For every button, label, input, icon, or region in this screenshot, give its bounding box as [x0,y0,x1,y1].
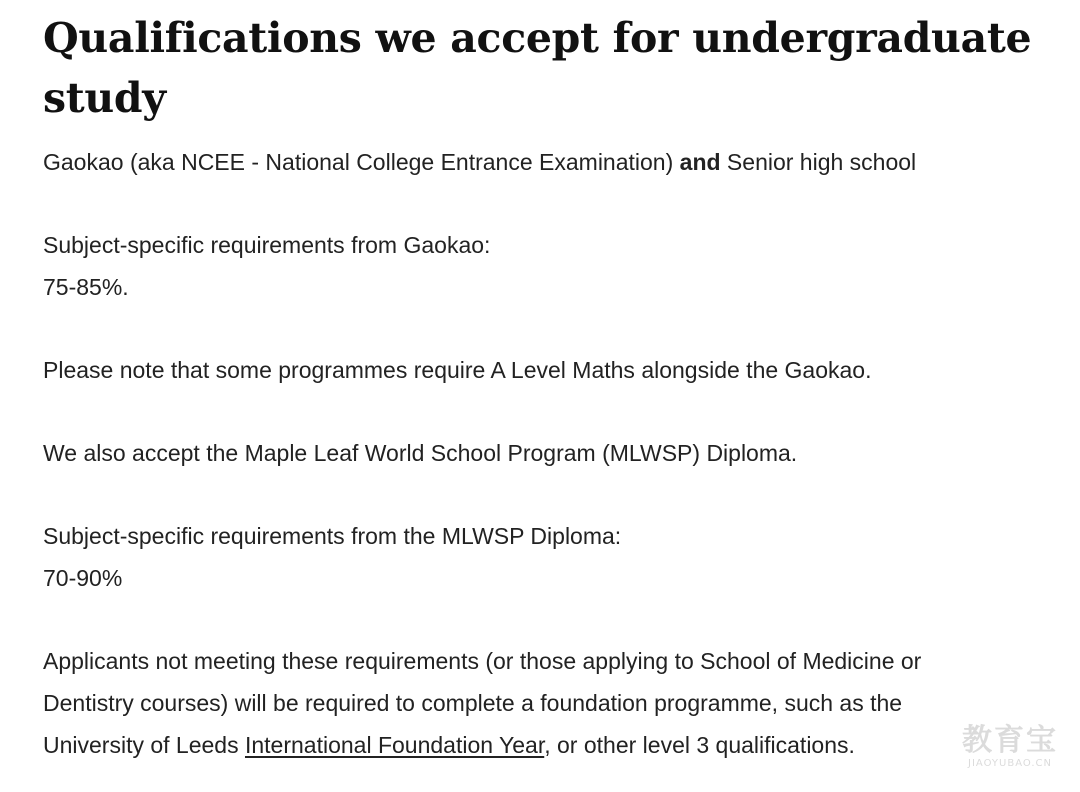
a-level-note: Please note that some programmes require A Level Maths alongside the Gaokao. [43,357,872,383]
gaokao-requirement-value: 75-85%. [43,274,129,300]
intro-paragraph [43,141,1043,183]
intro-text-end: Senior high school [720,149,917,175]
applicants-line-3-start: University of Leeds [43,732,245,758]
page-title: Qualifications we accept for undergraduate study [43,14,1032,122]
mlwsp-requirement-value: 70-90% [43,565,123,591]
applicants-paragraph [43,640,1043,766]
applicants-line-2: Dentistry courses) will be required to complete a foundation programme, such as the [43,690,903,716]
main-content [43,0,1043,766]
mlwsp-accept-text: We also accept the Maple Leaf World School Program (MLWSP) Diploma. [43,440,798,466]
international-foundation-year-link[interactable]: International Foundation Year [244,732,545,758]
intro-bold: and [679,149,721,175]
watermark-cn-text: 教育宝 [962,723,1058,758]
gaokao-requirement-label: Subject-specific requirements from Gaokao: [43,232,491,258]
applicants-line-3-end: , or other level 3 qualifications. [544,732,855,758]
watermark-logo [962,724,1058,770]
applicants-line-1: Applicants not meeting these requirements (or those applying to School of Medicine or [43,648,922,674]
intro-text: Gaokao (aka NCEE - National College Entrance Examination) [43,149,680,175]
watermark-en-text: JIAOYUBAO.CN [968,758,1052,769]
mlwsp-requirement-label: Subject-specific requirements from the MLWSP Diploma: [43,523,622,549]
